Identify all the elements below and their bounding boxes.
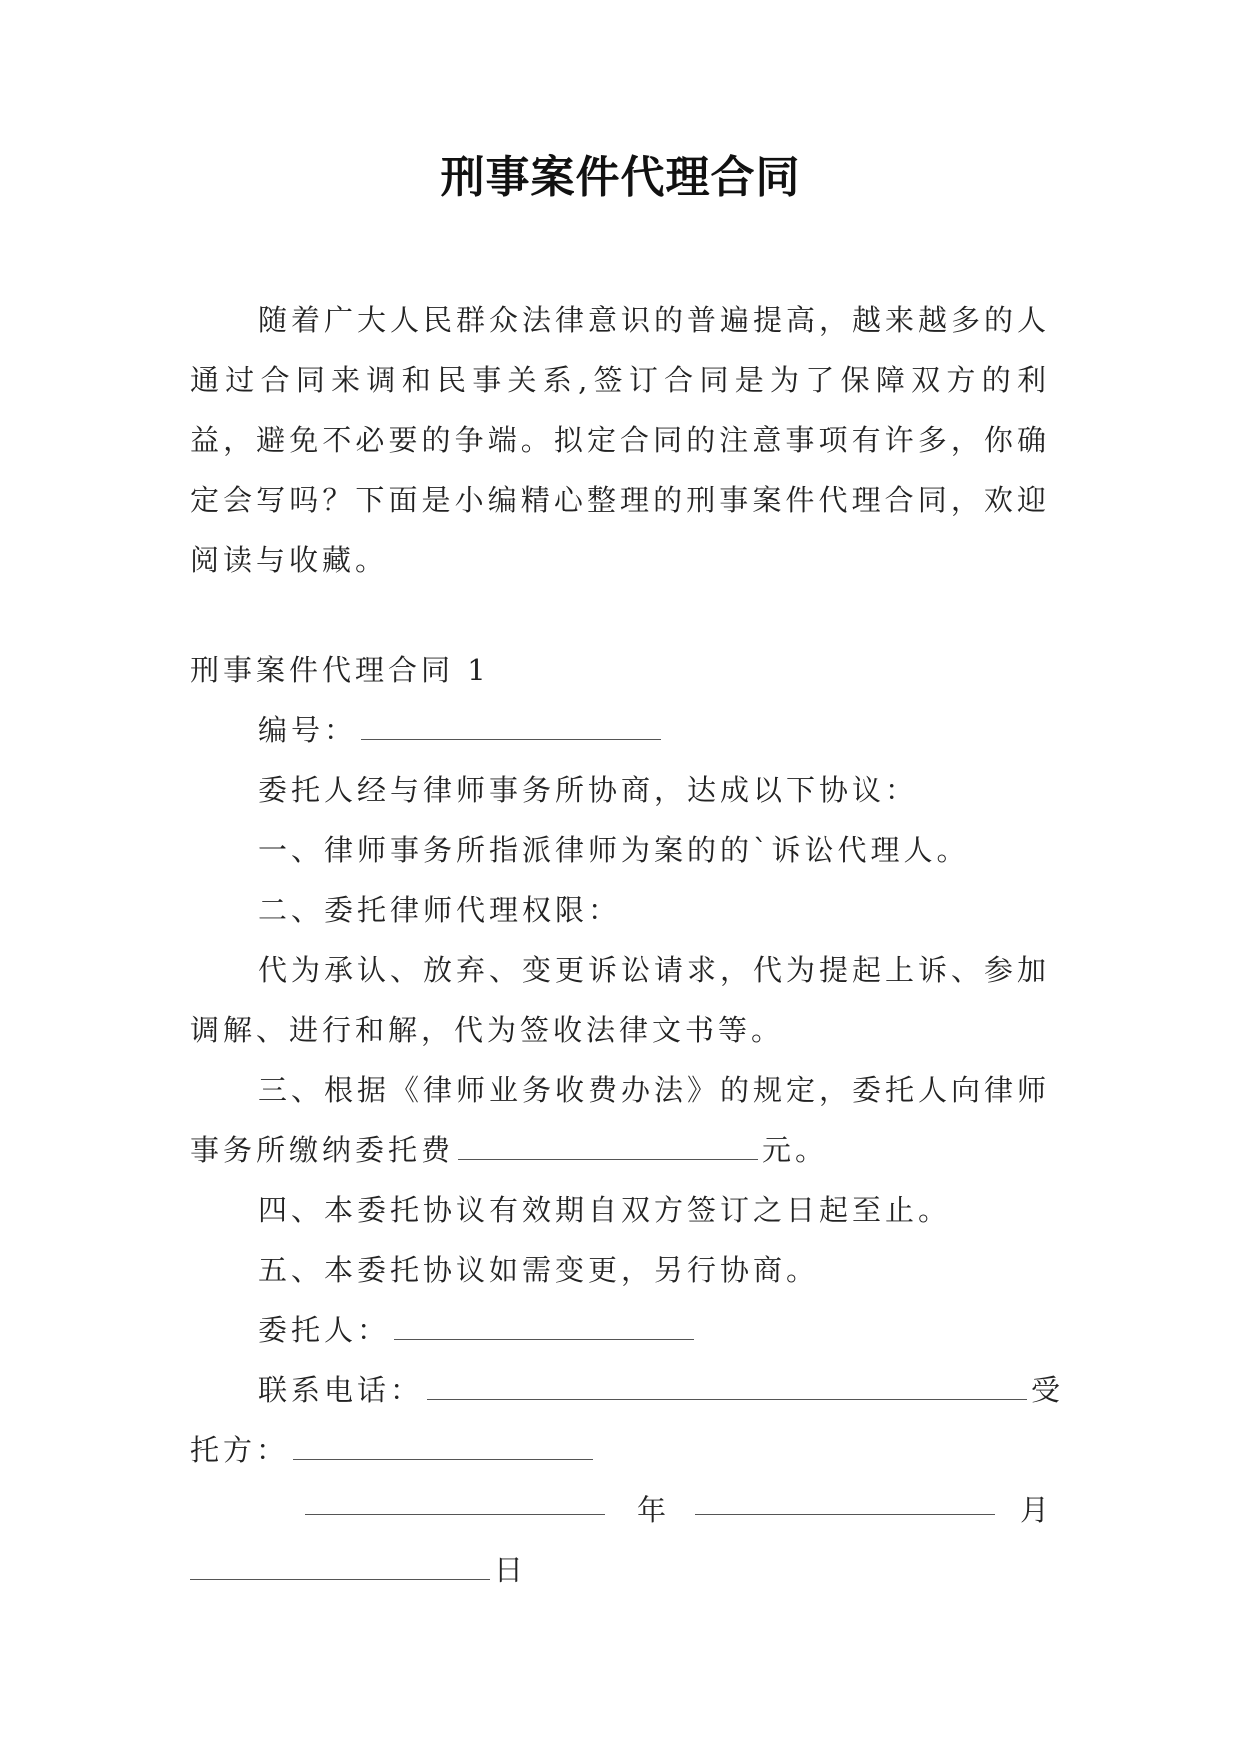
- day-label: 日: [494, 1553, 528, 1587]
- trustee-line: [190, 1420, 1050, 1480]
- month-blank: [695, 1480, 995, 1515]
- day-blank: [190, 1545, 490, 1580]
- contract-section: [190, 640, 1065, 1600]
- clause-2: 二、委托律师代理权限：: [258, 893, 622, 927]
- clause-2-detail: 代为承认、放弃、变更诉讼请求，代为提起上诉、参加调解、进行和解，代为签收法律文书等。: [190, 953, 1051, 1047]
- trustee-prefix: 受: [1031, 1373, 1065, 1407]
- agreement-intro: 委托人经与律师事务所协商，达成以下协议：: [258, 773, 919, 807]
- clause-3: [190, 1060, 1050, 1180]
- contract-number-line: [190, 700, 1050, 760]
- clause-5: 五、本委托协议如需变更，另行协商。: [258, 1253, 820, 1287]
- phone-line: [190, 1360, 1065, 1420]
- date-line: [190, 1480, 1054, 1540]
- intro-paragraph: 随着广大人民群众法律意识的普遍提高，越来越多的人通过合同来调和民事关系,签订合同是为了保障双方的利益，避免不必要的争端。拟定合同的注意事项有许多，你确定会写吗？下面是小编精心整理的刑事案件代理合同，欢迎阅读与收藏。: [190, 303, 1051, 577]
- month-label: 月: [1020, 1493, 1054, 1527]
- clause-4: 四、本委托协议有效期自双方签订之日起至止。: [258, 1193, 952, 1227]
- document-title: 刑事案件代理合同: [440, 152, 801, 203]
- client-line: [190, 1300, 1050, 1360]
- day-line: [190, 1540, 1050, 1600]
- contract-number-label: 编号：: [258, 713, 358, 747]
- trustee-label: 托方：: [190, 1433, 290, 1467]
- section-title: 刑事案件代理合同 1: [190, 653, 490, 687]
- clause-1: 一、律师事务所指派律师为案的的`诉讼代理人。: [258, 833, 970, 867]
- year-blank: [305, 1480, 605, 1515]
- trustee-blank: [293, 1425, 593, 1460]
- contract-number-blank: [361, 705, 661, 740]
- client-label: 委托人：: [258, 1313, 391, 1347]
- clause-3-suffix: 元。: [762, 1133, 829, 1167]
- year-label: 年: [637, 1493, 671, 1527]
- fee-blank: [458, 1125, 758, 1160]
- clause-3-text: 三、根据《律师业务收费办法》的规定，委托人向律师事务所缴纳委托费: [190, 1073, 1051, 1167]
- client-blank: [394, 1305, 694, 1340]
- phone-label: 联系电话：: [258, 1373, 424, 1407]
- phone-blank: [427, 1365, 1027, 1400]
